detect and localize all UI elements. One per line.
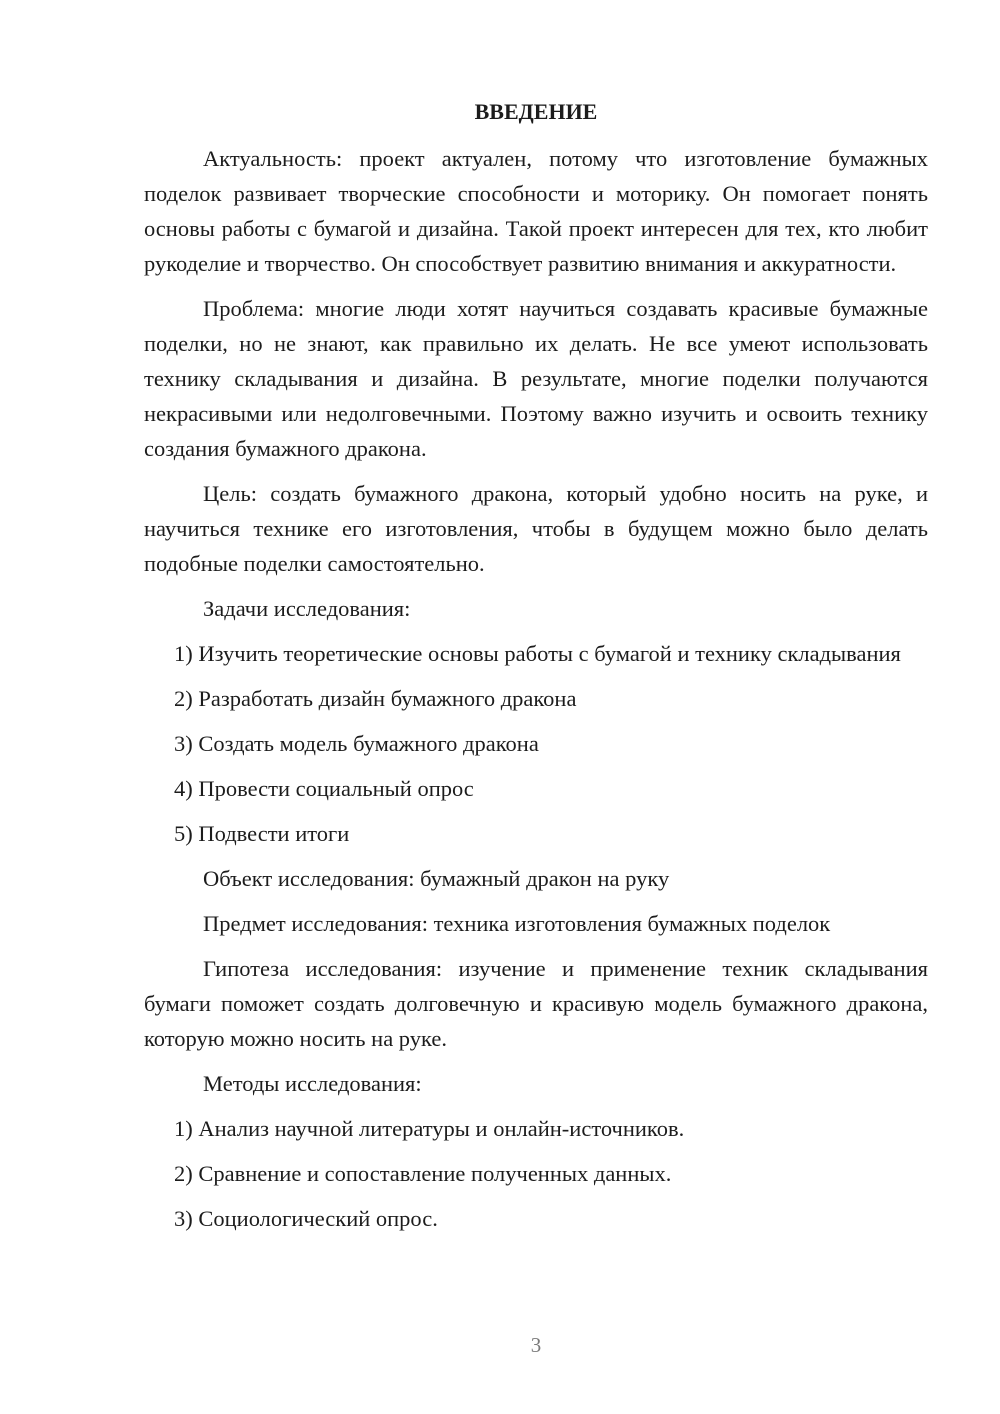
subject-paragraph: Предмет исследования: техника изготовления бумажных поделок [203,911,831,936]
method-item-2: 2) Сравнение и сопоставление полученных данных. [174,1161,672,1186]
method-item-3: 3) Социологический опрос. [174,1206,438,1231]
method-item-1: 1) Анализ научной литературы и онлайн-источников. [174,1116,685,1141]
object-paragraph: Объект исследования: бумажный дракон на руку [203,866,670,891]
page-number: 3 [530,1333,542,1357]
task-item-1: 1) Изучить теоретические основы работы с бумагой и технику складывания [174,641,901,666]
tasks-heading: Задачи исследования: [203,596,411,621]
document-body [144,94,928,1246]
task-item-3: 3) Создать модель бумажного дракона [174,731,539,756]
task-item-5: 5) Подвести итоги [174,821,350,846]
goal-paragraph: Цель: создать бумажного дракона, который удобно носить на руке, и научиться технике его изготовления, чтобы в будущем можно было делать подобные поделки самостоятельно. [144,481,928,576]
problem-paragraph: Проблема: многие люди хотят научиться создавать красивые бумажные поделки, но не знают, как правильно их делать. Не все умеют использовать технику складывания и дизайна. В результате, многие поделки получаются некрасивыми или недолговечными. Поэтому важно изучить и освоить технику создания бумажного дракона. [144,296,928,461]
methods-heading: Методы исследования: [203,1071,422,1096]
page-title: ВВЕДЕНИЕ [474,99,598,124]
task-item-4: 4) Провести социальный опрос [174,776,474,801]
relevance-paragraph: Актуальность: проект актуален, потому что изготовление бумажных поделок развивает творческие способности и моторику. Он помогает понять основы работы с бумагой и дизайна. Такой проект интересен для тех, кто любит рукоделие и творчество. Он способствует развитию внимания и аккуратности. [144,146,928,276]
task-item-2: 2) Разработать дизайн бумажного дракона [174,686,577,711]
hypothesis-paragraph: Гипотеза исследования: изучение и применение техник складывания бумаги поможет создать долговечную и красивую модель бумажного дракона, которую можно носить на руке. [144,956,928,1051]
